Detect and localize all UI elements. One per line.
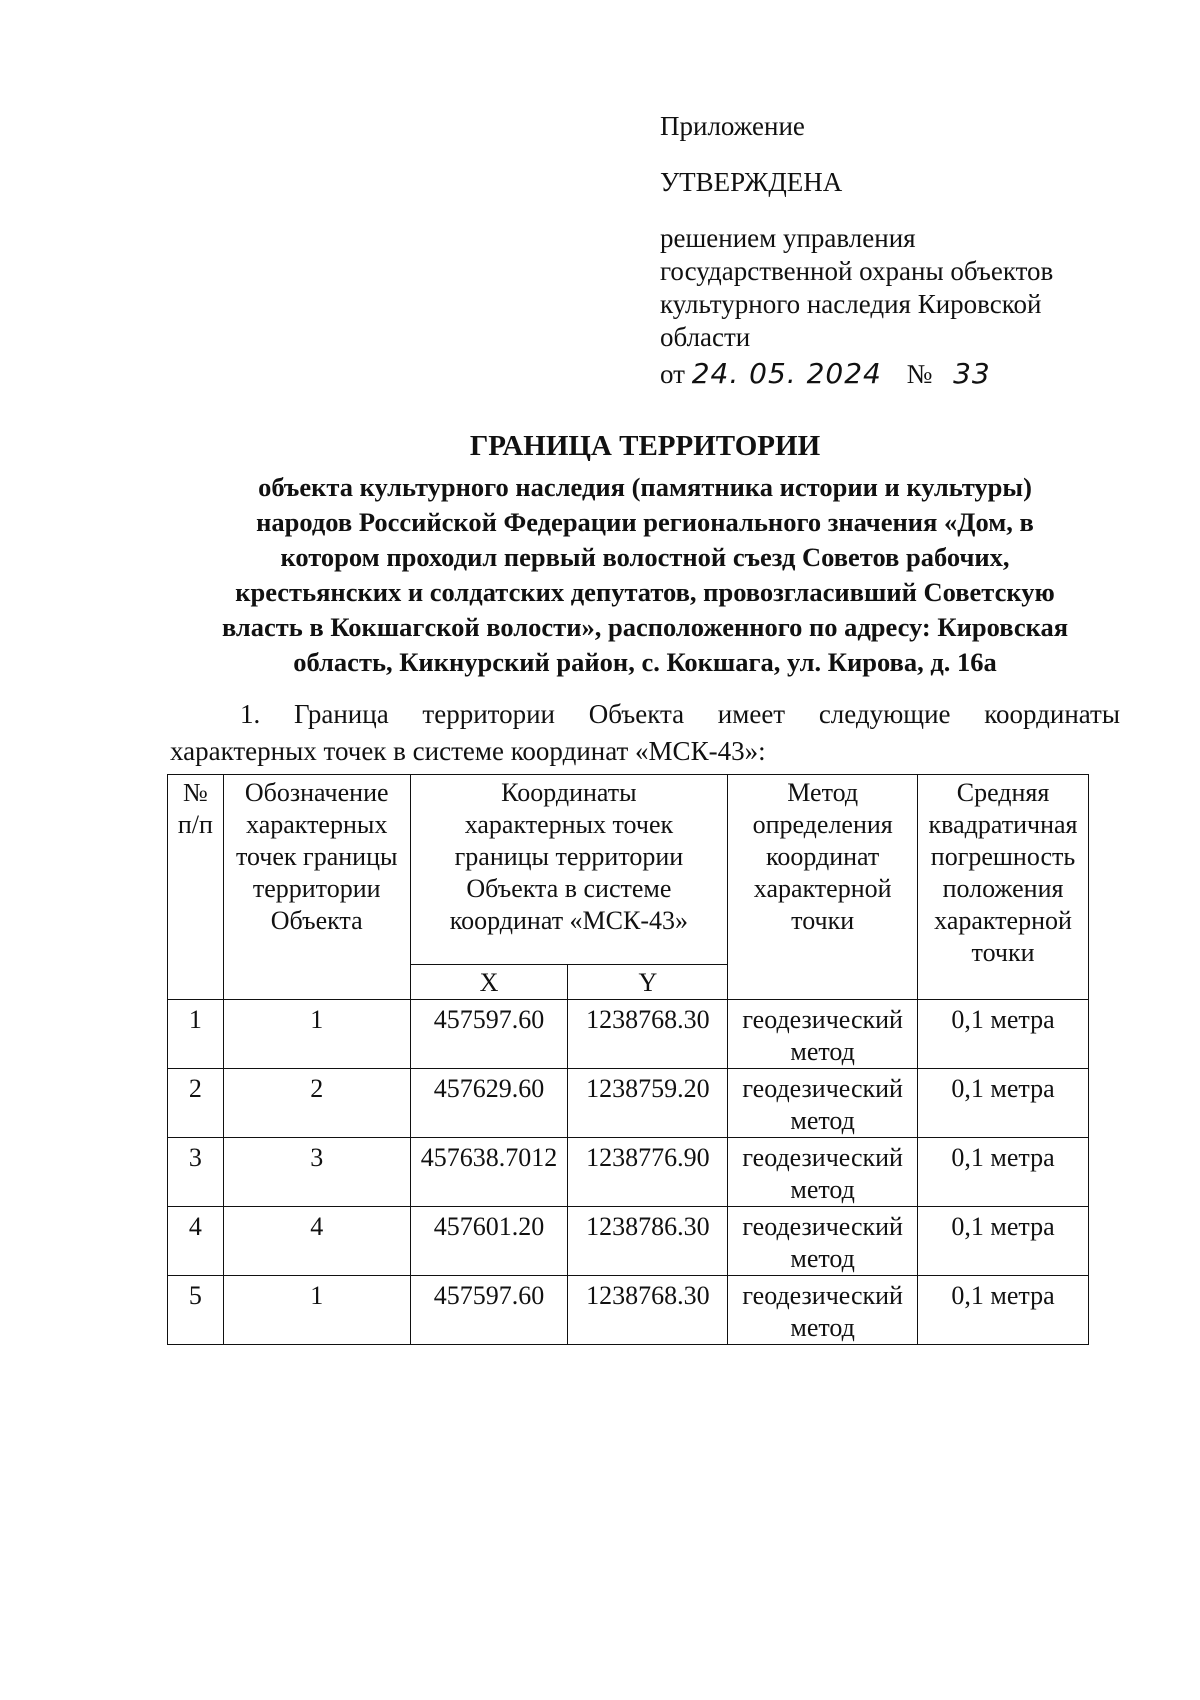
number-sign: №	[906, 359, 933, 389]
cell-method: геодезический метод	[728, 1000, 918, 1069]
cell-y: 1238776.90	[568, 1138, 728, 1207]
header-num: № п/п	[168, 775, 224, 1000]
cell-method: геодезический метод	[728, 1138, 918, 1207]
title-main: ГРАНИЦА ТЕРРИТОРИИ	[469, 430, 821, 462]
cell-x: 457629.60	[410, 1069, 568, 1138]
date-line	[660, 354, 1120, 394]
decision-line: области	[660, 322, 751, 352]
cell-x: 457597.60	[410, 1000, 568, 1069]
cell-point: 3	[223, 1138, 410, 1207]
paragraph-1	[170, 696, 1120, 770]
title-line: народов Российской Федерации регионального значения «Дом, в	[256, 507, 1034, 537]
table-row	[168, 1276, 1089, 1345]
cell-num: 1	[168, 1000, 224, 1069]
date-prefix: от	[660, 359, 685, 389]
table-row	[168, 1069, 1089, 1138]
header-method: Метод определения координат характерной точки	[728, 775, 918, 1000]
approval-block	[660, 110, 1120, 394]
cell-point: 4	[223, 1207, 410, 1276]
cell-num: 3	[168, 1138, 224, 1207]
header-x: X	[410, 965, 568, 1000]
header-point: Обозначение характерных точек границы территории Объекта	[223, 775, 410, 1000]
paragraph-line: 1. Граница территории Объекта имеет следующие координаты	[240, 699, 1120, 729]
decision-text	[660, 222, 1120, 354]
cell-y: 1238768.30	[568, 1000, 728, 1069]
title-line: котором проходил первый волостной съезд Советов рабочих,	[280, 542, 1010, 572]
handwritten-date: 24. 05. 2024	[691, 357, 882, 390]
cell-y: 1238759.20	[568, 1069, 728, 1138]
cell-method: геодезический метод	[728, 1207, 918, 1276]
cell-x: 457597.60	[410, 1276, 568, 1345]
header-coordinates: Координаты характерных точек границы территории Объекта в системе координат «МСК-43»	[410, 775, 728, 965]
cell-x: 457638.7012	[410, 1138, 568, 1207]
title-line: крестьянских и солдатских депутатов, провозгласивший Советскую	[235, 577, 1055, 607]
cell-y: 1238786.30	[568, 1207, 728, 1276]
coordinates-table	[167, 774, 1089, 1345]
header-y: Y	[568, 965, 728, 1000]
cell-error: 0,1 метра	[918, 1138, 1089, 1207]
cell-error: 0,1 метра	[918, 1276, 1089, 1345]
cell-error: 0,1 метра	[918, 1000, 1089, 1069]
cell-num: 2	[168, 1069, 224, 1138]
decision-line: решением управления	[660, 223, 916, 253]
appendix-label: Приложение	[660, 111, 805, 141]
table-row	[168, 1138, 1089, 1207]
cell-point: 1	[223, 1276, 410, 1345]
document-title	[170, 428, 1120, 680]
title-line: власть в Кокшагской волости», расположенного по адресу: Кировская	[221, 612, 1069, 642]
decision-line: культурного наследия Кировской	[660, 289, 1042, 319]
cell-method: геодезический метод	[728, 1069, 918, 1138]
cell-num: 4	[168, 1207, 224, 1276]
cell-error: 0,1 метра	[918, 1207, 1089, 1276]
cell-point: 2	[223, 1069, 410, 1138]
cell-point: 1	[223, 1000, 410, 1069]
title-line: область, Кикнурский район, с. Кокшага, ул. Кирова, д. 16а	[293, 647, 997, 677]
table-row	[168, 1000, 1089, 1069]
header-error: Средняя квадратичная погрешность положения характерной точки	[918, 775, 1089, 1000]
approved-label: УТВЕРЖДЕНА	[660, 167, 843, 197]
handwritten-number: 33	[953, 357, 991, 390]
title-line: объекта культурного наследия (памятника истории и культуры)	[258, 472, 1032, 502]
cell-y: 1238768.30	[568, 1276, 728, 1345]
cell-num: 5	[168, 1276, 224, 1345]
table-row	[168, 1207, 1089, 1276]
decision-line: государственной охраны объектов	[660, 256, 1054, 286]
cell-error: 0,1 метра	[918, 1069, 1089, 1138]
table-header-row	[168, 775, 1089, 965]
cell-method: геодезический метод	[728, 1276, 918, 1345]
title-subtitle	[170, 470, 1120, 680]
paragraph-line: характерных точек в системе координат «МСК-43»:	[170, 736, 766, 766]
cell-x: 457601.20	[410, 1207, 568, 1276]
